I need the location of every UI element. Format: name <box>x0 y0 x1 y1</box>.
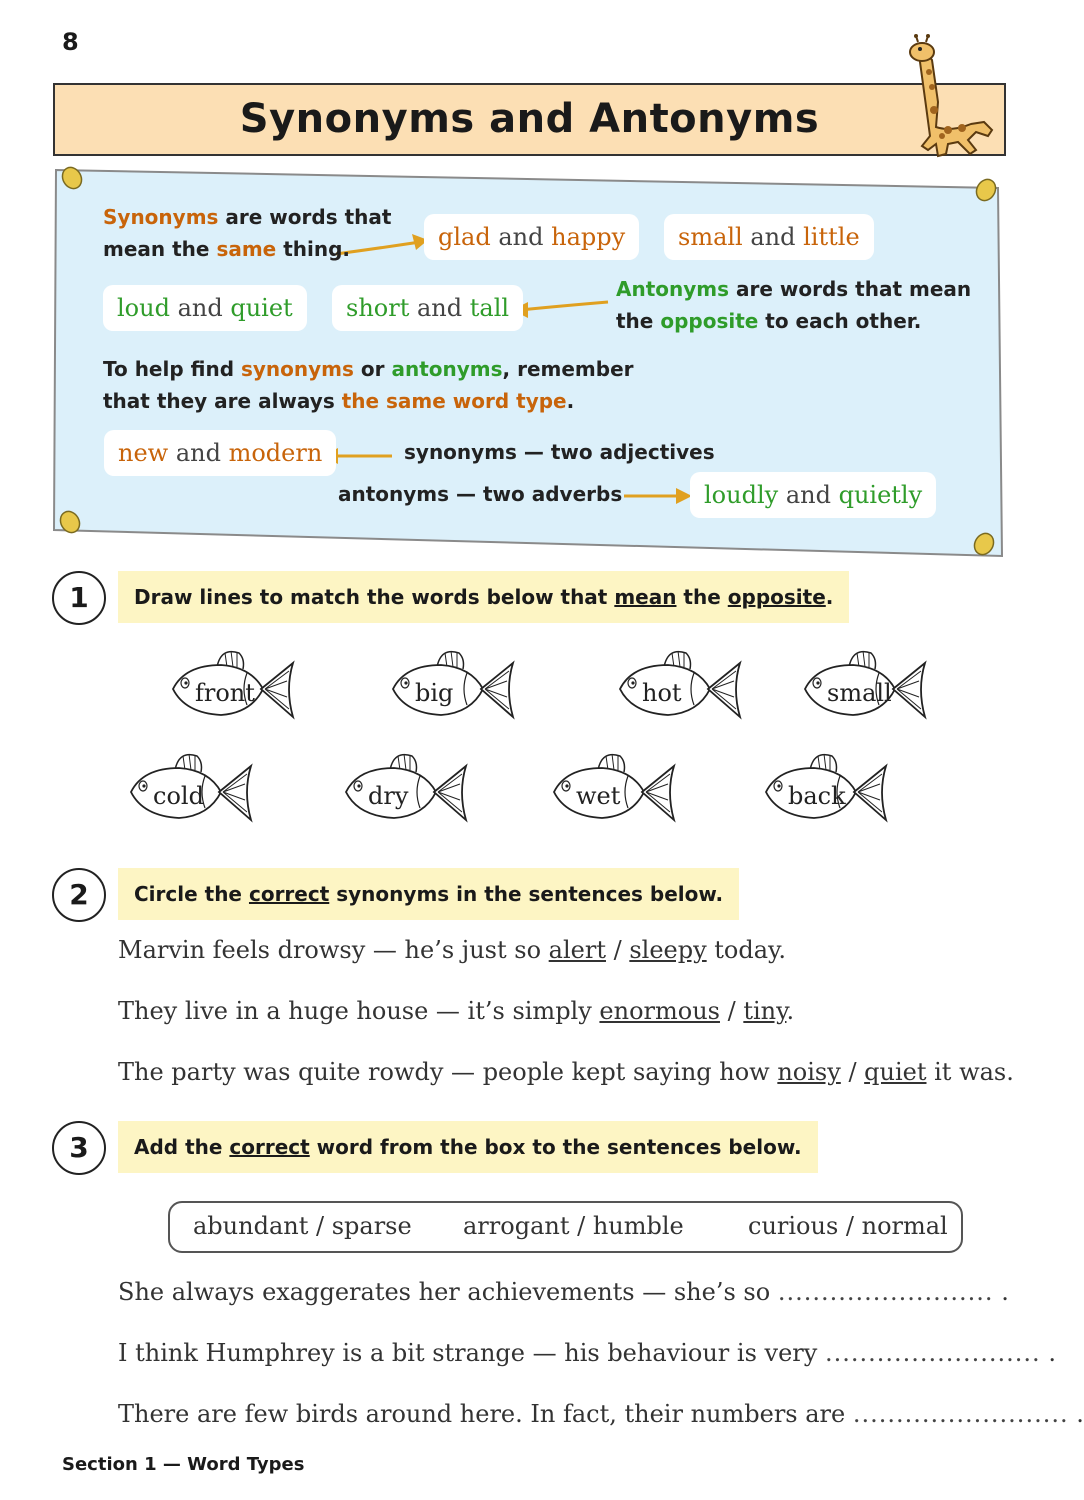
antonyms-adverbs-note: antonyms — two adverbs <box>338 482 623 506</box>
pair-short-tall: short and tall <box>332 285 523 331</box>
question-2-instruction: Circle the correct synonyms in the sentences below. <box>118 868 739 920</box>
question-1-number: 1 <box>52 571 106 625</box>
pair-loudly-quietly: loudly and quietly <box>690 472 936 518</box>
question-3-number: 3 <box>52 1121 106 1175</box>
synonym-definition: Synonyms are words that mean the same thing. <box>103 205 392 261</box>
q2-option[interactable]: enormous <box>599 997 720 1025</box>
q2-option[interactable]: quiet <box>864 1058 927 1086</box>
word-type-tip: To help find synonyms or antonyms, remember that they are always the same word type. <box>103 357 634 413</box>
q2-option[interactable]: tiny <box>743 997 787 1025</box>
fish-6[interactable] <box>546 748 681 842</box>
fish-2[interactable] <box>612 645 747 739</box>
section-footer: Section 1 — Word Types <box>62 1454 305 1475</box>
page-number: 8 <box>62 28 79 56</box>
word-option-1: abundant / sparse <box>193 1212 412 1240</box>
question-3-instruction: Add the correct word from the box to the sentences below. <box>118 1121 818 1173</box>
synonyms-adjectives-note: synonyms — two adjectives <box>404 440 715 464</box>
fish-1[interactable] <box>385 645 520 739</box>
fish-7[interactable] <box>758 748 893 842</box>
fish-3[interactable] <box>797 645 932 739</box>
pair-small-little: small and little <box>664 214 874 260</box>
fish-word: back <box>788 782 846 810</box>
fish-word: small <box>827 679 892 707</box>
q2-option[interactable]: sleepy <box>629 936 707 964</box>
pair-glad-happy: glad and happy <box>424 214 639 260</box>
fish-word: hot <box>642 679 682 707</box>
q3-sentence-2: I think Humphrey is a bit strange — his behaviour is very ......................... . <box>118 1339 1056 1367</box>
fish-word: dry <box>368 782 409 810</box>
q2-sentence-3: The party was quite rowdy — people kept saying how noisy / quiet it was. <box>118 1058 1014 1086</box>
answer-blank[interactable]: ......................... <box>824 1339 1041 1367</box>
page-title: Synonyms and Antonyms <box>239 96 820 142</box>
fish-0[interactable] <box>165 645 300 739</box>
pair-loud-quiet: loud and quiet <box>103 285 307 331</box>
pair-new-modern: new and modern <box>104 430 336 476</box>
fish-word: big <box>415 679 454 707</box>
q2-sentence-1: Marvin feels drowsy — he’s just so alert / sleepy today. <box>118 936 787 964</box>
q3-sentence-1: She always exaggerates her achievements — she’s so ......................... . <box>118 1278 1009 1306</box>
fish-word: front <box>195 679 255 707</box>
fish-5[interactable] <box>338 748 473 842</box>
word-option-2: arrogant / humble <box>463 1212 684 1240</box>
fish-word: cold <box>153 782 204 810</box>
fish-word: wet <box>576 782 621 810</box>
q2-option[interactable]: alert <box>548 936 606 964</box>
q2-sentence-2: They live in a huge house — it’s simply enormous / tiny. <box>118 997 795 1025</box>
answer-blank[interactable]: ......................... <box>777 1278 994 1306</box>
q2-option[interactable]: noisy <box>777 1058 841 1086</box>
fish-4[interactable] <box>123 748 258 842</box>
answer-blank[interactable]: ......................... <box>852 1400 1069 1428</box>
giraffe-illustration <box>896 32 1006 162</box>
question-1-instruction: Draw lines to match the words below that mean the opposite. <box>118 571 849 623</box>
word-option-3: curious / normal <box>748 1212 948 1240</box>
q3-sentence-3: There are few birds around here. In fact, their numbers are ......................... . <box>118 1400 1084 1428</box>
antonym-definition: Antonyms are words that mean the opposite to each other. <box>616 277 972 333</box>
question-2-number: 2 <box>52 868 106 922</box>
